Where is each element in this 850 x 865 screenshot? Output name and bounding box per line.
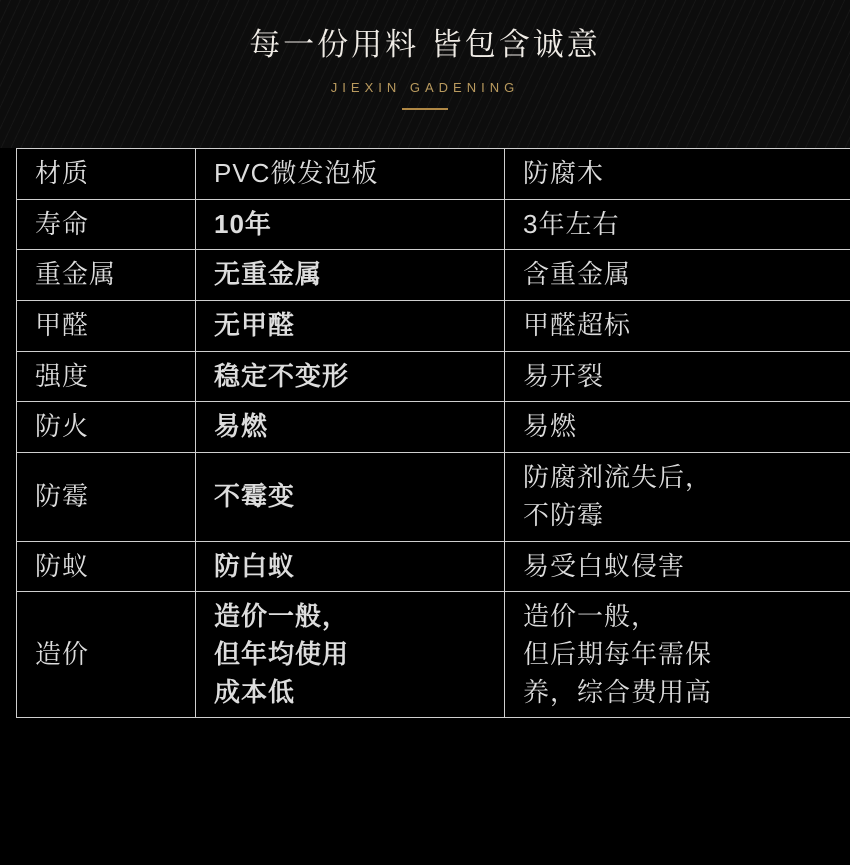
row-label: 寿命 (17, 199, 196, 250)
wood-value: 防腐木 (505, 149, 850, 200)
pvc-value: 不霉变 (196, 453, 505, 541)
row-label: 防火 (17, 402, 196, 453)
comparison-table-body (17, 149, 850, 718)
pvc-value: 稳定不变形 (196, 351, 505, 402)
table-row (17, 453, 850, 541)
wood-value: 甲醛超标 (505, 301, 850, 352)
wood-value-lines (523, 459, 850, 534)
wood-value: 易受白蚁侵害 (505, 541, 850, 592)
wood-value-line: 但后期每年需保 (523, 638, 713, 669)
pvc-value-lines (214, 598, 504, 711)
wood-value (505, 592, 850, 718)
header-title: 每一份用料 皆包含诚意 (249, 27, 601, 62)
row-label: 材质 (17, 149, 196, 200)
wood-value (505, 453, 850, 541)
row-label: 甲醛 (17, 301, 196, 352)
pvc-value: 10年 (196, 199, 505, 250)
row-label: 防霉 (17, 453, 196, 541)
comparison-table (16, 148, 850, 718)
pvc-value: 防白蚁 (196, 541, 505, 592)
table-row (17, 402, 850, 453)
header-divider (402, 108, 448, 110)
table-row (17, 592, 850, 718)
wood-value-line: 造价一般， (523, 601, 659, 632)
wood-value: 易开裂 (505, 351, 850, 402)
pvc-value (196, 592, 505, 718)
row-label: 重金属 (17, 250, 196, 301)
wood-value: 含重金属 (505, 250, 850, 301)
pvc-value-line: 但年均使用 (214, 638, 350, 669)
table-row (17, 250, 850, 301)
wood-value: 易燃 (505, 402, 850, 453)
comparison-table-container (16, 148, 834, 850)
pvc-value: PVC微发泡板 (196, 149, 505, 200)
poster-header (0, 0, 850, 148)
wood-value-line: 防腐剂流失后， (523, 462, 713, 493)
pvc-value: 无甲醛 (196, 301, 505, 352)
wood-value-line: 不防霉 (523, 499, 605, 530)
table-row (17, 541, 850, 592)
row-label: 造价 (17, 592, 196, 718)
wood-value: 3年左右 (505, 199, 850, 250)
wood-value-line: 养，综合费用高 (523, 676, 713, 707)
row-label: 防蚁 (17, 541, 196, 592)
pvc-value: 易燃 (196, 402, 505, 453)
row-label: 强度 (17, 351, 196, 402)
table-row (17, 199, 850, 250)
table-row (17, 149, 850, 200)
pvc-value-line: 成本低 (214, 676, 296, 707)
table-row (17, 301, 850, 352)
pvc-value: 无重金属 (196, 250, 505, 301)
table-row (17, 351, 850, 402)
header-subtitle: JIEXIN GADENING (330, 80, 520, 96)
wood-value-lines (523, 598, 850, 711)
pvc-value-line: 造价一般， (214, 601, 350, 632)
